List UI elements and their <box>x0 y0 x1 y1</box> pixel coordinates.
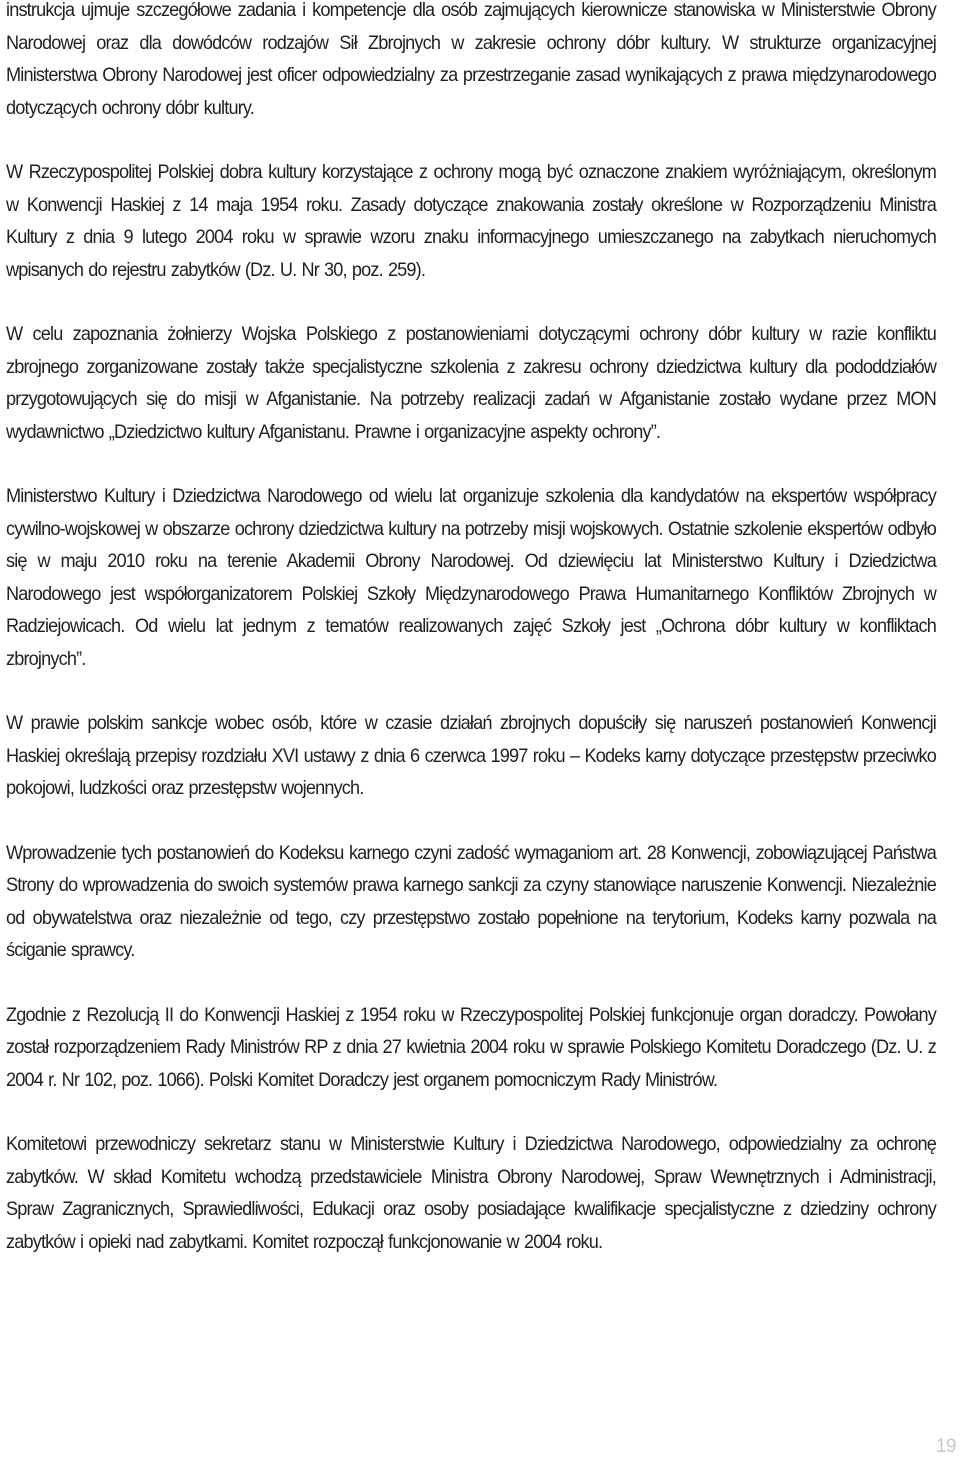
paragraph-criminal-sanctions: W prawie polskim sankcje wobec osób, które w czasie działań zbrojnych dopuściły się naruszeń postanowień Konwencji Haskiej określają przepisy rozdziału XVI ustawy z dnia 6 czerwca 1997 roku – Kodeks karny dotyczące przestępstw przeciwko pokojowi, ludzkości oraz przestępstw wojennych. <box>6 712 936 799</box>
paragraph-distinctive-sign: W Rzeczypospolitej Polskiej dobra kultury korzystające z ochrony mogą być oznaczone znakiem wyróżniającym, określonym w Konwencji Haskiej z 14 maja 1954 roku. Zasady dotyczące znakowania zostały określone w Rozporządzeniu Ministra Kultury z dnia 9 lutego 2004 roku w sprawie wzoru znaku informacyjnego umieszczanego na zabytkach nieruchomych wpisanych do rejestru zabytków (Dz. U. Nr 30, poz. 259). <box>6 161 936 281</box>
document-body <box>6 0 936 1290</box>
paragraph-duties: instrukcja ujmuje szczegółowe zadania i kompetencje dla osób zajmujących kierownicze stanowiska w Ministerstwie Obrony Narodowej oraz dla dowódców rodzajów Sił Zbrojnych w zakresie ochrony dóbr kultury. W strukturze organizacyjnej Ministerstwa Obrony Narodowej jest oficer odpowiedzialny za przestrzeganie zasad wynikających z prawa międzynarodowego dotyczących ochrony dóbr kultury. <box>6 0 936 119</box>
page-number: 19 <box>935 1436 956 1457</box>
paragraph-advisory-body: Zgodnie z Rezolucją II do Konwencji Haskiej z 1954 roku w Rzeczypospolitej Polskiej funkcjonuje organ doradczy. Powołany został rozporządzeniem Rady Ministrów RP z dnia 27 kwietnia 2004 roku w sprawie Polskiego Komitetu Doradczego (Dz. U. z 2004 r. Nr 102, poz. 1066). Polski Komitet Doradczy jest organem pomocniczym Rady Ministrów. <box>6 1003 936 1091</box>
paragraph-ministry-training: Ministerstwo Kultury i Dziedzictwa Narodowego od wielu lat organizuje szkolenia dla kandydatów na ekspertów współpracy cywilno-wojskowej w obszarze ochrony dziedzictwa kultury na potrzeby misji wojskowych. Ostatnie szkolenie ekspertów odbyło się w maju 2010 roku na terenie Akademii Obrony Narodowej. Od dziewięciu lat Ministerstwo Kultury i Dziedzictwa Narodowego jest współorganizatorem Polskiej Szkoły Międzynarodowego Prawa Humanitarnego Konfliktów Zbrojnych w Radziejowicach. Od wielu lat jednym z tematów realizowanych zajęć Szkoły jest „Ochrona dóbr kultury w konfliktach zbrojnych”. <box>6 485 936 670</box>
paragraph-penal-code: Wprowadzenie tych postanowień do Kodeksu karnego czyni zadość wymaganiom art. 28 Konwencji, zobowiązującej Państwa Strony do wprowadzenia do swoich systemów prawa karnego sankcji za czyny stanowiące naruszenie Konwencji. Niezależnie od obywatelstwa oraz niezależnie od tego, czy przestępstwo zostało popełnione na terytorium, Kodeks karny pozwala na ściganie sprawcy. <box>6 841 936 961</box>
paragraph-soldier-training: W celu zapoznania żołnierzy Wojska Polskiego z postanowieniami dotyczącymi ochrony dóbr kultury w razie konfliktu zbrojnego zorganizowane zostały także specjalistyczne szkolenia z zakresu ochrony dziedzictwa kultury dla pododdziałów przygotowujących się do misji w Afganistanie. Na potrzeby realizacji zadań w Afganistanie zostało wydane przez MON wydawnictwo „Dziedzictwo kultury Afganistanu. Prawne i organizacyjne aspekty ochrony”. <box>6 323 936 443</box>
paragraph-committee: Komitetowi przewodniczy sekretarz stanu w Ministerstwie Kultury i Dziedzictwa Narodowego, odpowiedzialny za ochronę zabytków. W skład Komitetu wchodzą przedstawiciele Ministra Obrony Narodowej, Spraw Wewnętrznych i Administracji, Spraw Zagranicznych, Sprawiedliwości, Edukacji oraz osoby posiadające kwalifikacje specjalistyczne z dziedziny ochrony zabytków i opieki nad zabytkami. Komitet rozpoczął funkcjonowanie w 2004 roku. <box>6 1133 936 1253</box>
